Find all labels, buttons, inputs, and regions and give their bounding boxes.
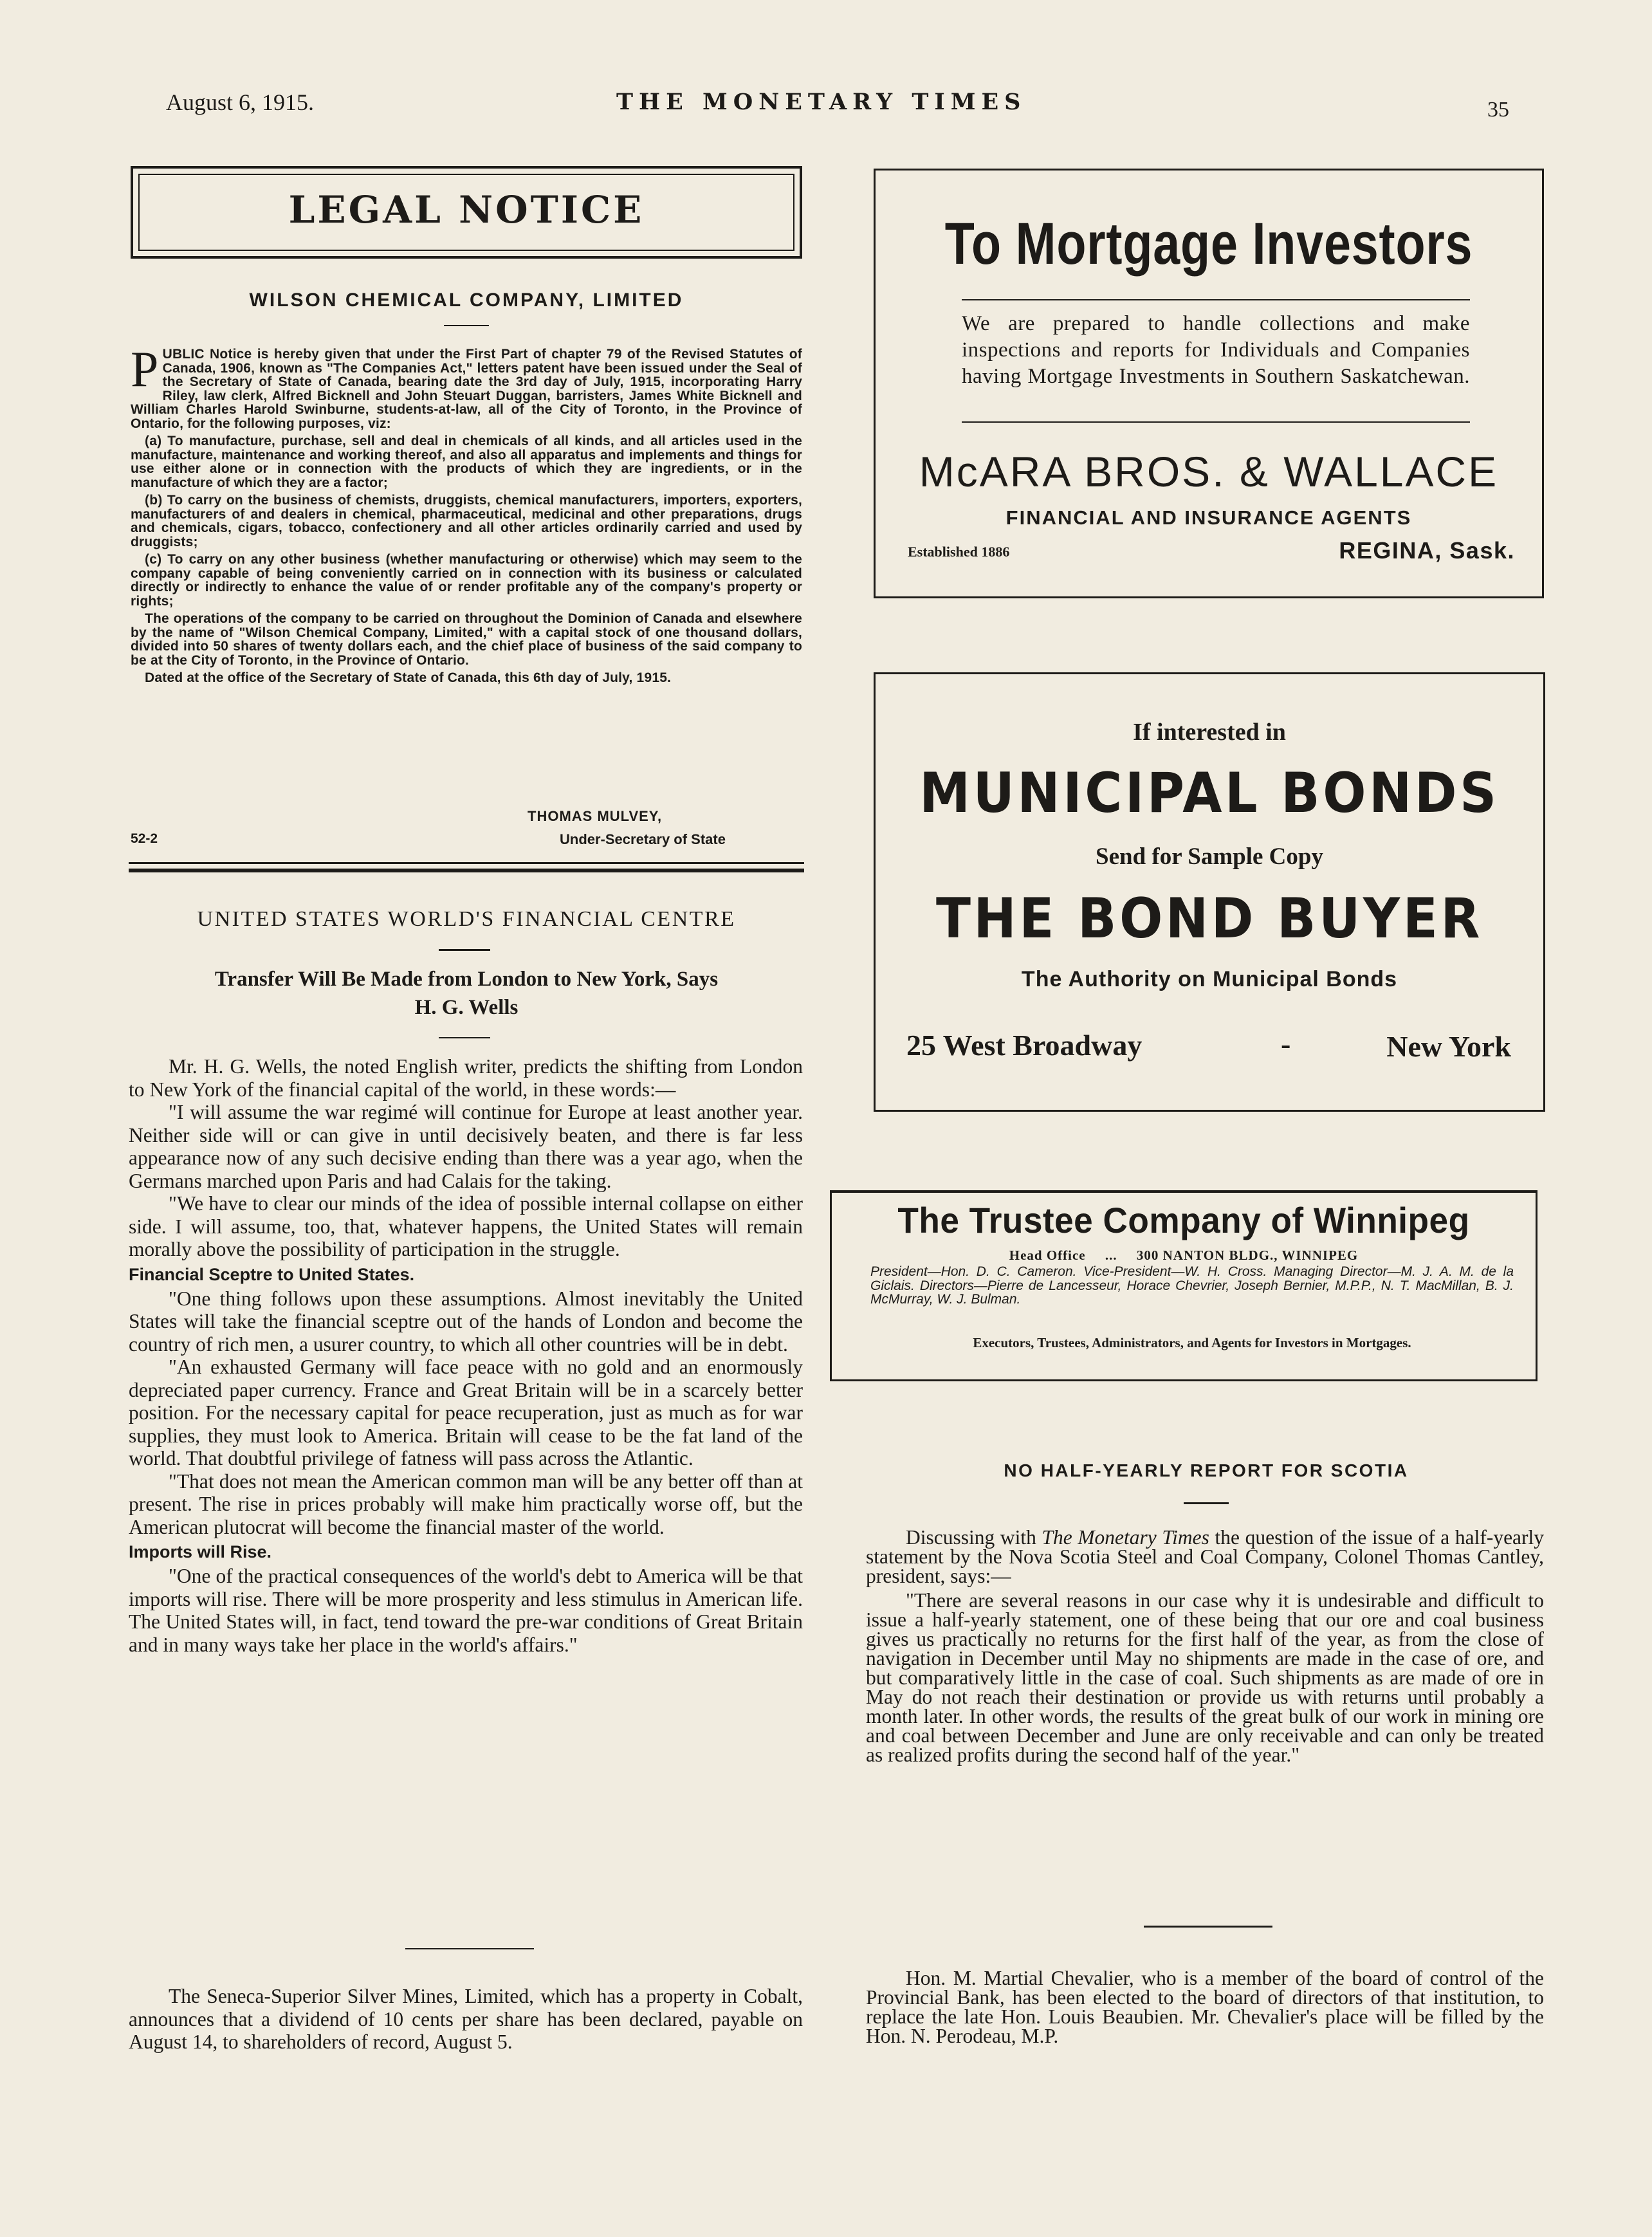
wells-article-body — [129, 1055, 803, 1656]
page-number: 35 — [1487, 98, 1509, 122]
wells-section-sceptre: Financial Sceptre to United States. — [129, 1264, 415, 1284]
wells-p4: "One thing follows upon these assumptions. Almost inevitably the United States will take the financial sceptre out of the hands of London and become the country of rich men, a usurer country, to which all other countries will be in debt. — [129, 1287, 803, 1356]
divider — [1144, 1926, 1272, 1928]
legal-notice-title: LEGAL NOTICE — [288, 188, 645, 232]
wells-p5: "An exhausted Germany will face peace with no gold and an enormously depreciated paper currency. France and Great Britain will be in a scarcely better position. For the necessary capital for peace recuperation, just as much as for war supplies, they must look to America. Britain will cease to be the fat land of the world. That doubtful privilege of fatness will pass across the Atlantic. — [129, 1356, 803, 1469]
ad-trustee-services: Executors, Trustees, Administrators, and Agents for Investors in Mortgages. — [973, 1335, 1411, 1350]
wells-p3: "We have to clear our minds of the idea of possible internal collapse on either side. I will assume, too, that, whatever happens, the United States will remain morally above the possibility of participation in the struggle. — [129, 1192, 803, 1260]
divider — [405, 1948, 534, 1949]
issue-date: August 6, 1915. — [166, 89, 315, 115]
legal-notice-banner — [131, 166, 802, 259]
scotia-headline: NO HALF-YEARLY REPORT FOR SCOTIA — [1004, 1460, 1409, 1480]
legal-para-intro: PUBLIC Notice is hereby given that under the First Part of chapter 79 of the Revised Statutes of Canada, 1906, known as "The Companies Act," letters patent have been issued under the Seal of the Secretary of State of Canada, bearing date the 3rd day of July, 1915, incorporating Harry Riley, law clerk, Alfred Bicknell and John Steuart Duggan, barristers, James White Bicknell and William Charles Harold Swinburne, students-at-law, all of the City of Toronto, in the Province of Ontario, for the following purposes, viz: — [131, 341, 802, 431]
ad-trustee-head-office: Head Office ... 300 NANTON BLDG., WINNIPEG — [1009, 1247, 1359, 1263]
double-rule-top — [129, 862, 804, 864]
ad-bonds-line3: Send for Sample Copy — [1096, 843, 1323, 870]
legal-para-b: (b) To carry on the business of chemists, druggists, chemical manufacturers, importers, exporters, manufacturers of and dealers in chemical, pharmaceutical, medicinal and other preparations, drugs and chemicals, cigars, tobacco, confectionery and all other articles ordinarily carried and used by druggists; — [131, 493, 802, 549]
divider — [1184, 1502, 1229, 1504]
legal-company-name: WILSON CHEMICAL COMPANY, LIMITED — [249, 290, 684, 311]
seneca-item — [129, 1985, 803, 2054]
divider — [444, 325, 489, 326]
signer-title: Under-Secretary of State — [560, 831, 726, 847]
wells-p7: "One of the practical consequences of the world's debt to America will be that imports will rise. There will be more prosperity and less stimulus in American life. The United States will, in fact, tend toward the pre-war conditions of Great Britain and in many ways take her place in the world's affairs." — [129, 1565, 803, 1656]
drop-cap: P — [131, 341, 159, 397]
ad-bonds-line1: If interested in — [1133, 719, 1286, 746]
legal-para-dated: Dated at the office of the Secretary of State of Canada, this 6th day of July, 1915. — [145, 670, 672, 685]
double-rule-bottom — [129, 869, 804, 872]
ad-bonds-dash: - — [1281, 1027, 1291, 1060]
signer-name: THOMAS MULVEY, — [528, 808, 663, 824]
scotia-article-body — [866, 1528, 1544, 1765]
ad-mortgage-location: REGINA, Sask. — [1339, 537, 1515, 564]
notice-ref: 52-2 — [131, 831, 158, 846]
ad-mortgage-title: To Mortgage Investors — [944, 211, 1473, 277]
chevalier-text: Hon. M. Martial Chevalier, who is a member of the board of control of the Provincial Bank, has been elected to the board of directors of that institution, to replace the late Hon. Louis Beaubien. Mr. Chevalier's place will be filled by the Hon. N. Perodeau, M.P. — [866, 1967, 1544, 2047]
scotia-p2: "There are several reasons in our case why it is undesirable and difficult to issue a half-yearly statement, one of these being that our ore and coal business gives us practically no returns for the first half of the year, as from the close of navigation in December until May no shipments are made in the case of ore, and but comparatively little in the case of coal. Such shipments as are made of ore in May do not reach their destination or provide us with returns until probably a month later. In other words, the results of the great bulk of our work in mining ore and coal between December and June are only receivable and can only be treated as realized profits during the second half of the year." — [866, 1589, 1544, 1766]
ad-mortgage-tagline: FINANCIAL AND INSURANCE AGENTS — [1005, 506, 1412, 529]
ad-trustee-title: The Trustee Company of Winnipeg — [897, 1200, 1470, 1240]
wells-p2: "I will assume the war regimé will continue for Europe at least another year. Neither side will or can give in until decisively beaten, and there is far less appearance now of any such decisive ending than there was a year ago, when the Germans marched upon Paris and had Calais for the taking. — [129, 1101, 803, 1192]
wells-section-imports: Imports will Rise. — [129, 1542, 272, 1561]
ad-bonds-city: New York — [1386, 1030, 1511, 1063]
ad-mortgage-investors — [874, 169, 1544, 598]
wells-p6: "That does not mean the American common man will be any better off than at present. The rise in prices probably will make him practically worse off, but the American plutocrat will become the financial master of the world. — [129, 1469, 803, 1538]
ad-bonds-address: 25 West Broadway — [906, 1029, 1143, 1062]
divider — [962, 299, 1470, 300]
legal-notice-body — [131, 341, 802, 689]
ad-bonds-line4: THE BOND BUYER — [935, 887, 1483, 951]
ad-mortgage-firm: McARA BROS. & WALLACE — [919, 448, 1499, 495]
ad-bonds-line2: MUNICIPAL BONDS — [919, 761, 1500, 825]
wells-headline: UNITED STATES WORLD'S FINANCIAL CENTRE — [197, 907, 736, 931]
divider — [439, 1037, 490, 1038]
ad-mortgage-body: We are prepared to handle collections and make inspections and reports for Individuals and Companies having Mortgage Investments in Southern Saskatchewan. — [962, 312, 1470, 388]
ad-bonds-line5: The Authority on Municipal Bonds — [1021, 967, 1398, 991]
legal-para-c: (c) To carry on any other business (whether manufacturing or otherwise) which may seem to the company capable of being conveniently carried on in connection with its business or calculated directly or indirectly to enhance the value of or render profitable any of the company's property or rights; — [131, 552, 802, 609]
ad-trustee-company — [830, 1193, 1537, 1381]
divider — [962, 421, 1470, 423]
legal-para-operations: The operations of the company to be carried on throughout the Dominion of Canada and elsewhere by the name of "Wilson Chemical Company, Limited," with a capital stock of one thousand dollars, divided into 50 shares of twenty dollars each, and the chief place of business of the said company to be at the City of Toronto, in the Province of Ontario. — [131, 611, 802, 668]
chevalier-item — [866, 1969, 1544, 2046]
legal-para-a: (a) To manufacture, purchase, sell and deal in chemicals of all kinds, and all articles used in the manufacture, maintenance and working thereof, and also all apparatus and implements and things for use either alone or in connection with the products of which they are ingredients, or in the manufacture of which they are a factor; — [131, 434, 802, 490]
ad-trustee-officers: President—Hon. D. C. Cameron. Vice-President—W. H. Cross. Managing Director—M. J. A. M. de la Giclais. Directors—Pierre de Lancesseur, Horace Chevrier, Joseph Bernier, M.P.P., N. T. MacMillan, B. J. McMurray, W. J. Bulman. — [870, 1264, 1514, 1307]
ad-mortgage-established: Established 1886 — [908, 544, 1010, 560]
wells-subheadline: Transfer Will Be Made from London to New York, Says H. G. Wells — [214, 968, 719, 1019]
seneca-text: The Seneca-Superior Silver Mines, Limited, which has a property in Cobalt, announces that a dividend of 10 cents per share has been declared, payable on August 14, to shareholders of record, August 5. — [129, 1985, 803, 2053]
divider — [439, 949, 490, 951]
scotia-p1: Discussing with The Monetary Times the question of the issue of a half-yearly statement by the Nova Scotia Steel and Coal Company, Colonel Thomas Cantley, president, says:— — [866, 1526, 1545, 1587]
wells-p1: Mr. H. G. Wells, the noted English writer, predicts the shifting from London to New York of the financial capital of the world, in these words:— — [129, 1055, 803, 1101]
journal-title: THE MONETARY TIMES — [616, 89, 1027, 115]
ad-municipal-bonds — [874, 672, 1545, 1112]
